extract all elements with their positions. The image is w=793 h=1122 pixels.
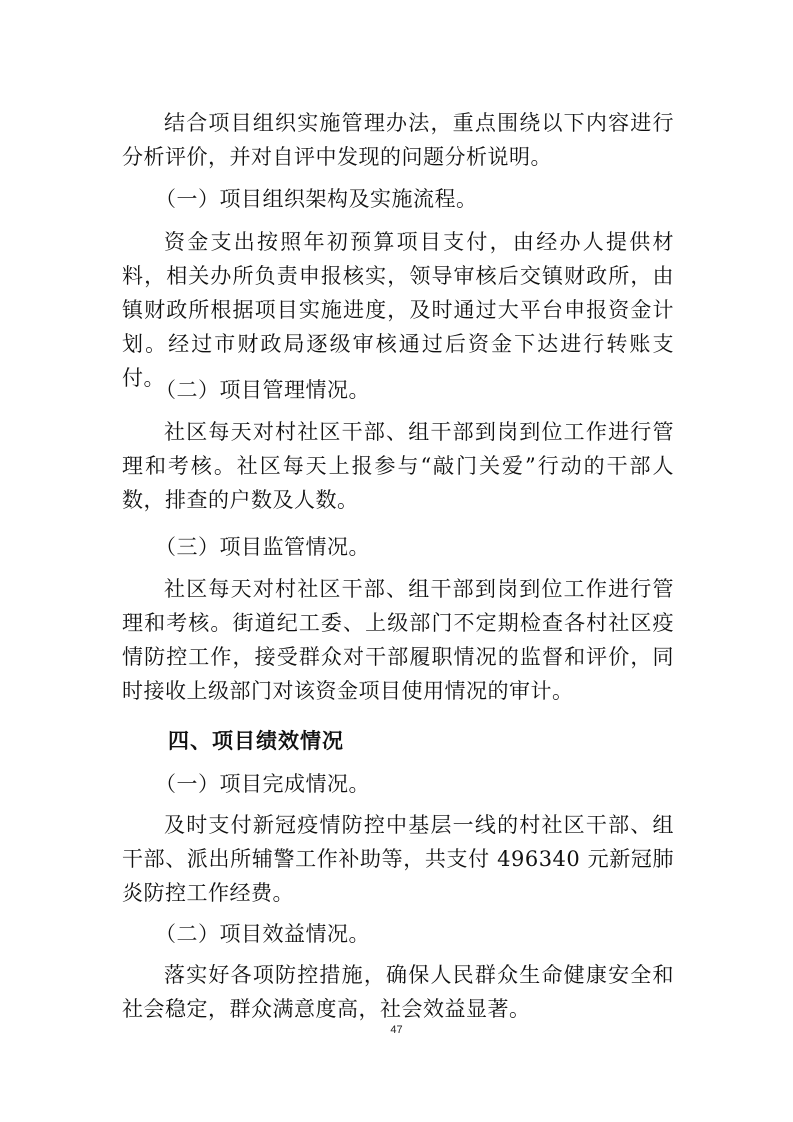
subheading-benefits: （二）项目效益情况。 bbox=[155, 922, 370, 946]
section-heading-performance: 四、项目绩效情况 bbox=[168, 729, 344, 753]
subheading-org-structure: （一）项目组织架构及实施流程。 bbox=[155, 187, 478, 211]
paragraph-supervision-details: 社区每天对村社区干部、组干部到岗到位工作进行管理和考核。街道纪工委、上级部门不定期检查各村社区疫情防控工作，接受群众对干部履职情况的监督和评价，同时接收上级部门对该资金项目使用情况的审计。 bbox=[122, 577, 674, 703]
paragraph-fund-process: 资金支出按照年初预算项目支付，由经办人提供材料，相关办所负责申报核实，领导审核后交镇财政所，由镇财政所根据项目实施进度，及时通过大平台申报资金计划。经过市财政局逐级审核通过后资金下达进行转账支付。 bbox=[122, 230, 674, 390]
paragraph-completion-details: 及时支付新冠疫情防控中基层一线的村社区干部、组干部、派出所辅警工作补助等，共支付 496340 元新冠肺炎防控工作经费。 bbox=[122, 813, 674, 905]
subheading-project-management: （二）项目管理情况。 bbox=[155, 378, 370, 402]
paragraph-benefits-details: 落实好各项防控措施，确保人民群众生命健康安全和社会稳定，群众满意度高，社会效益显著。 bbox=[122, 963, 674, 1021]
page-number: 47 bbox=[390, 1024, 403, 1036]
subheading-supervision: （三）项目监管情况。 bbox=[155, 535, 370, 559]
subheading-completion: （一）项目完成情况。 bbox=[155, 772, 370, 796]
paragraph-management-details: 社区每天对村社区干部、组干部到岗到位工作进行管理和考核。社区每天上报参与“敲门关爱”行动的干部人数，排查的户数及人数。 bbox=[122, 420, 674, 512]
paragraph-evaluation-intro: 结合项目组织实施管理办法，重点围绕以下内容进行分析评价，并对自评中发现的问题分析说明。 bbox=[122, 111, 674, 169]
